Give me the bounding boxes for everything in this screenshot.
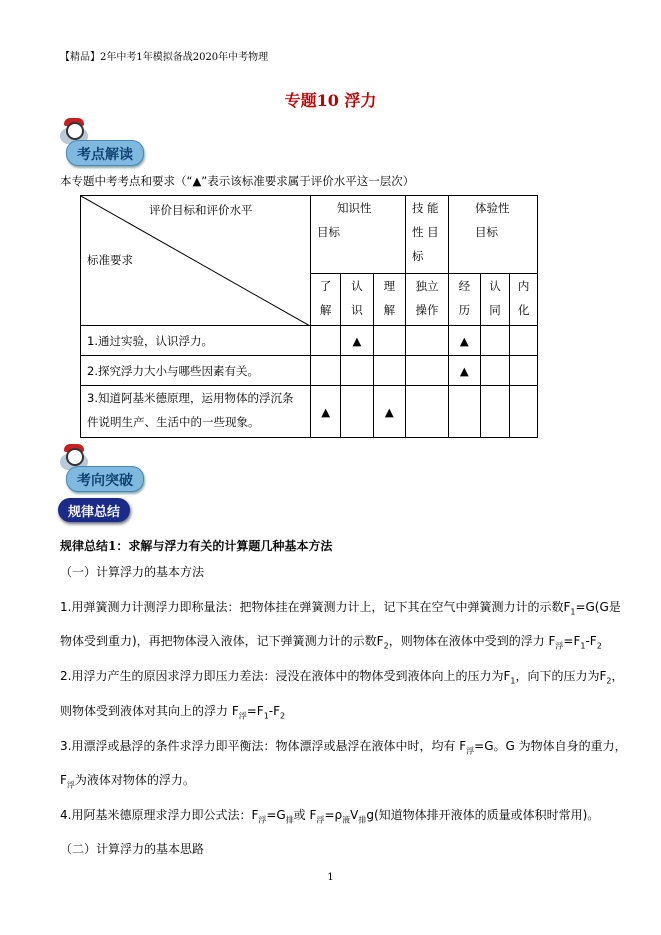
subsection-2: （二）计算浮力的基本思路 bbox=[60, 842, 205, 856]
page-number: 1 bbox=[327, 872, 334, 883]
corner-bottom-label: 标准要求 bbox=[87, 253, 133, 267]
table-row: 2.探究浮力大小与哪些因素有关。 ▲ bbox=[81, 356, 538, 386]
method-3-line-1: 3.用漂浮或悬浮的条件求浮力即平衡法：物体漂浮或悬浮在液体中时，均有 $F_浮=G$。G 为物体自身的重力， bbox=[60, 739, 627, 756]
table-row: 3.知道阿基米德原理，运用物体的浮沉条 件说明生产、生活中的一些现象。 ▲ ▲ bbox=[81, 386, 538, 438]
method-2-line-1: 2.用浮力产生的原因求浮力即压力差法：浸没在液体中的物体受到液体向上的压力为$F_1$，向下的压力为$F_2$， bbox=[60, 669, 624, 686]
subsection-1: （一）计算浮力的基本方法 bbox=[60, 565, 205, 579]
subcol-liaojie: 了 解 bbox=[311, 274, 341, 326]
group-knowledge: 知识性 目标 bbox=[311, 196, 406, 274]
badge-kaoxiang bbox=[58, 448, 148, 498]
badge-kaodian bbox=[58, 122, 148, 172]
method-3-line-2: $F_浮$为液体对物体的浮力。 bbox=[60, 773, 195, 790]
subcol-lijie: 理 解 bbox=[373, 274, 405, 326]
section-title: 规律总结1：求解与浮力有关的计算题几种基本方法 bbox=[60, 539, 333, 553]
badge-pill: 考向突破 bbox=[66, 466, 144, 492]
group-experience: 体验性 目标 bbox=[449, 196, 538, 274]
cartoon-head-icon bbox=[66, 122, 84, 140]
group-skill: 技 能 性 目 标 bbox=[406, 196, 449, 274]
table-row: 1.通过实验，认识浮力。 ▲ ▲ bbox=[81, 326, 538, 356]
intro-text: 本专题中考考点和要求（“▲”表示该标准要求属于评价水平这一层次） bbox=[60, 174, 415, 188]
corner-top-label: 评价目标和评价水平 bbox=[149, 203, 253, 217]
subcol-renshi: 认 识 bbox=[341, 274, 373, 326]
subcol-duli: 独立 操作 bbox=[406, 274, 449, 326]
page-title: 专题10 浮力 bbox=[284, 91, 377, 110]
method-1-line-2: 物体受到重力)，再把物体浸入液体，记下弹簧测力计的示数$F_2$，则物体在液体中受到的浮力 $F_浮=F_1-F_2$ bbox=[60, 634, 602, 651]
method-4-line: 4.用阿基米德原理求浮力即公式法：$F_浮=G_排$或 $F_浮=\rho_液V_排g$(知道物体排开液体的质量或体积时常用)。 bbox=[60, 808, 600, 825]
page-header: 【精品】2年中考1年模拟备战2020年中考物理 bbox=[60, 52, 269, 63]
method-2-line-2: 则物体受到液体对其向上的浮力 $F_浮=F_1-F_2$ bbox=[60, 704, 286, 721]
method-1-line-1: 1.用弹簧测力计测浮力即称量法：把物体挂在弹簧测力计上，记下其在空气中弹簧测力计的示数$F_1=G(G$是 bbox=[60, 600, 621, 617]
corner-cell bbox=[81, 196, 311, 326]
badge-pill: 考点解读 bbox=[66, 140, 144, 166]
subcol-rentong: 认 同 bbox=[480, 274, 510, 326]
cartoon-head-icon bbox=[66, 448, 84, 466]
subcol-jingli: 经 历 bbox=[449, 274, 481, 326]
subcol-neihua: 内 化 bbox=[510, 274, 538, 326]
objectives-table bbox=[80, 195, 538, 438]
rule-summary-pill: 规律总结 bbox=[58, 498, 130, 522]
